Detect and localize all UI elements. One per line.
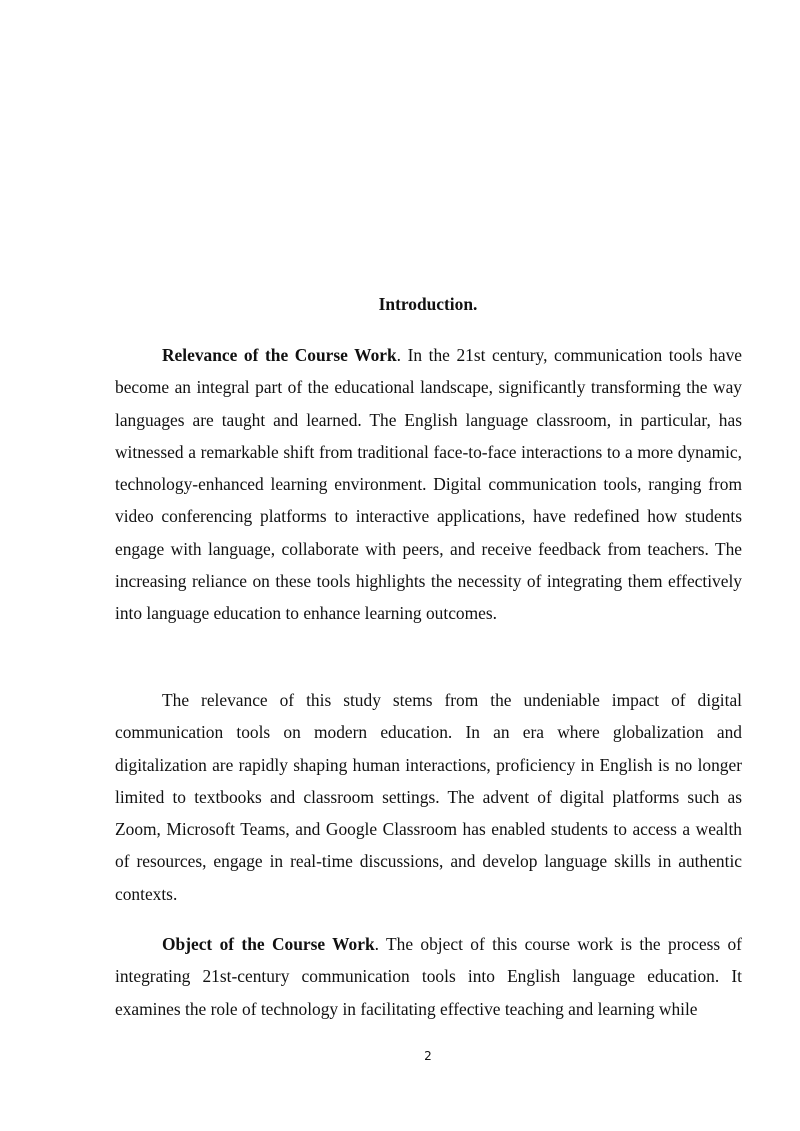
paragraph-object [115, 928, 742, 1025]
paragraph-text-object: . The object of this course work is the process of integrating 21st-century communication tools into English language education. It examines the role of technology in facilitating effective teaching and learning while [115, 934, 742, 1019]
paragraph-text-relevance-continued: The relevance of this study stems from the undeniable impact of digital communication tools on modern education. In an era where globalization and digitalization are rapidly shaping human interactions, proficiency in English is no longer limited to textbooks and classroom settings. The advent of digital platforms such as Zoom, Microsoft Teams, and Google Classroom has enabled students to access a wealth of resources, engage in real-time discussions, and develop language skills in authentic contexts. [115, 690, 742, 904]
paragraph-lead-relevance: Relevance of the Course Work [162, 345, 397, 365]
page-number: 2 [424, 1049, 432, 1063]
paragraph-relevance [115, 339, 742, 630]
paragraph-relevance-continued [115, 684, 742, 910]
section-heading: Introduction. [378, 294, 478, 314]
paragraph-text-relevance: . In the 21st century, communication tools have become an integral part of the educational landscape, significantly transforming the way languages are taught and learned. The English language classroom, in particular, has witnessed a remarkable shift from traditional face-to-face interactions to a more dynamic, technology-enhanced learning environment. Digital communication tools, ranging from video conferencing platforms to interactive applications, have redefined how students engage with language, collaborate with peers, and receive feedback from teachers. The increasing reliance on these tools highlights the necessity of integrating them effectively into language education to enhance learning outcomes. [115, 345, 742, 624]
paragraph-lead-object: Object of the Course Work [162, 934, 375, 954]
